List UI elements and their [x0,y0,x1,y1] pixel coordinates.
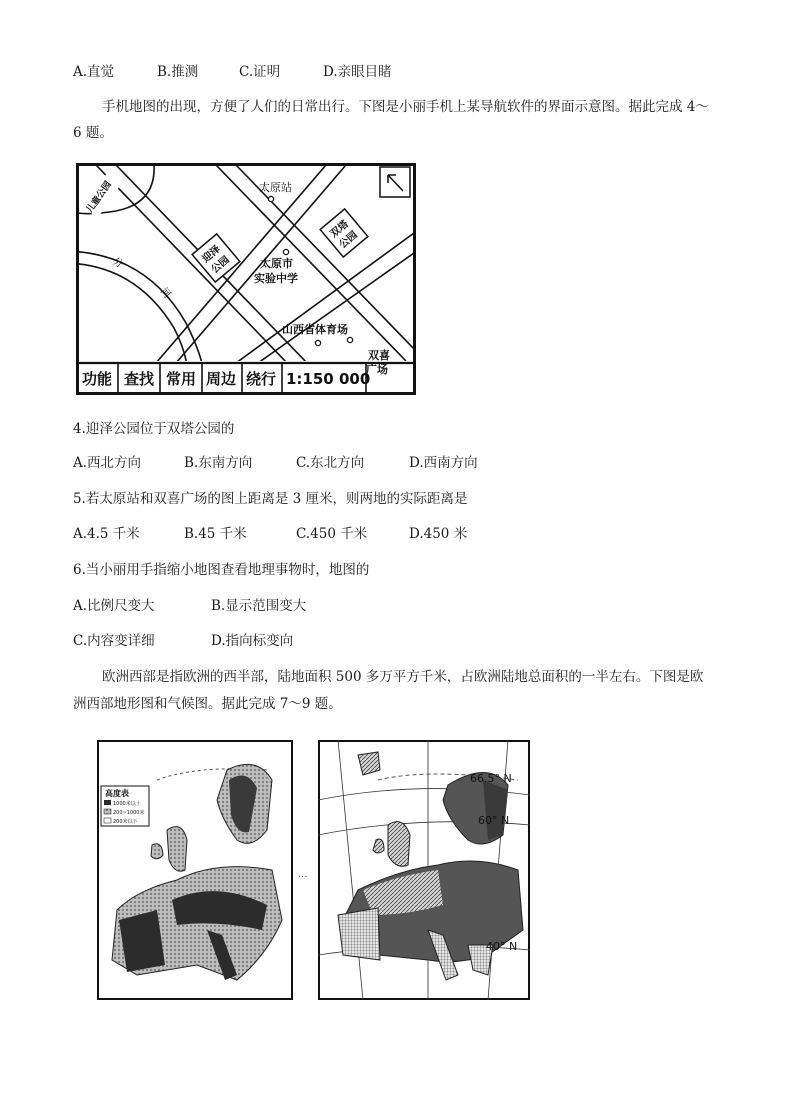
q5-option-d: D.450 米 [409,526,468,542]
toolbar-common-button[interactable]: 常用 [166,370,197,388]
intro-paragraph-2-line-2: 洲西部地形图和气候图。据此完成 7～9 题。 [73,696,342,712]
q5-option-c: C.450 千米 [296,526,368,542]
q6-option-c: C.内容变详细 [73,633,155,649]
q3-option-c: C.证明 [239,64,281,80]
europe-climate-map [318,740,530,1000]
yingze-park-label-1: 迎泽 [200,243,223,266]
q4-option-d: D.西南方向 [409,455,478,471]
intro-paragraph-1-line-2: 6 题。 [73,125,113,141]
map-separator: ··· [298,872,308,883]
q6-stem: 6.当小丽用手指缩小地图查看地理事物时，地图的 [73,562,370,578]
lat-40-label: 40° N [486,940,518,953]
q4-option-b: B.东南方向 [184,455,253,471]
river-label-a: 分 [110,256,125,271]
map-scale-label: 1:150 000 [286,370,371,388]
terrain-legend-low: 200米以下 [113,819,138,825]
terrain-legend-mid: 200~1000米 [113,810,145,816]
square-label-1: 双喜 [368,349,390,362]
navigation-map [76,163,416,395]
q6-option-d: D.指向标变向 [211,633,294,649]
q4-option-c: C.东北方向 [296,455,365,471]
square-label-2: 广场 [366,363,388,376]
taiyuan-station-label: 太原站 [259,181,292,194]
intro-paragraph-1-line-1: 手机地图的出现，方便了人们的日常出行。下图是小丽手机上某导航软件的界面示意图。据此完成 4～ [102,99,709,115]
yingze-park-label-2: 公园 [209,254,232,276]
lat-66-label: 66.5° N [470,772,512,785]
q3-option-a: A.直觉 [73,64,115,80]
q3-option-d: D.亲眼目睹 [323,64,392,80]
school-label-2: 实验中学 [254,272,298,285]
q6-option-a: A.比例尺变大 [73,598,155,614]
europe-terrain-map [97,740,293,1000]
shuangta-park-label-1: 双塔 [328,218,351,241]
q6-option-b: B.显示范围变大 [211,598,307,614]
intro-paragraph-2-line-1: 欧洲西部是指欧洲的西半部，陆地面积 500 多万平方千米，占欧洲陆地总面积的一半左右。下图是欧 [102,669,704,685]
q4-stem: 4.迎泽公园位于双塔公园的 [73,421,235,437]
q5-stem: 5.若太原站和双喜广场的图上距离是 3 厘米，则两地的实际距离是 [73,491,468,507]
q3-option-b: B.推测 [157,64,199,80]
school-label-1: 太原市 [260,257,293,270]
toolbar-nearby-button[interactable]: 周边 [206,370,237,388]
terrain-legend-title: 高度表 [105,789,129,798]
corner-park-label: 儿童公园 [84,179,114,216]
q5-option-a: A.4.5 千米 [73,526,140,542]
lat-60-label: 60° N [478,814,510,827]
toolbar-function-button[interactable]: 功能 [82,370,113,388]
shuangta-park-label-2: 公园 [337,229,360,251]
river-label-b: 河 [157,285,173,301]
terrain-legend-high: 1000米以上 [113,801,141,807]
toolbar-search-button[interactable]: 查找 [124,370,155,388]
stadium-label: 山西省体育场 [282,323,348,336]
q5-option-b: B.45 千米 [184,526,247,542]
q4-option-a: A.西北方向 [73,455,142,471]
toolbar-detour-button[interactable]: 绕行 [246,370,277,388]
